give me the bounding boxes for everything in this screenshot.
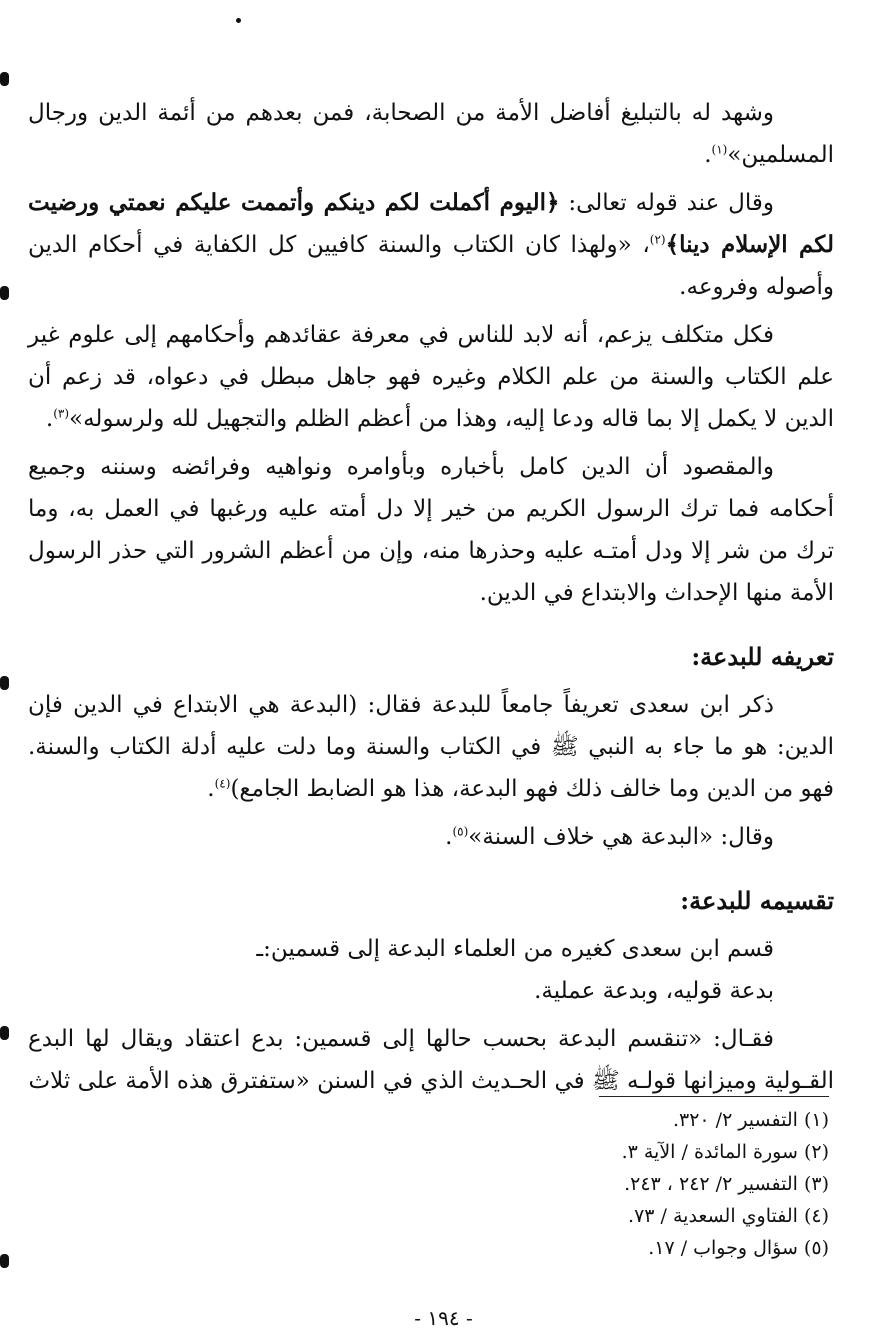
- page-body: [28, 92, 834, 1108]
- paragraph-text: ذكر ابن سعدى تعريفاً جامعاً للبدعة فقال: (البدعة هي الابتداع في الدين فإن الدين: هو ما جاء به النبي ﷺ في الكتاب والسنة وما دلت عليه أدلة الكتاب والسنة. فهو من الدين وما خالف ذلك فهو البدعة، هذا هو الضابط الجامع): [28, 692, 834, 802]
- paragraph-end: .: [207, 776, 215, 802]
- paragraph-text: بدعة قوليه، وبدعة عملية.: [534, 978, 774, 1004]
- paragraph-1: [28, 92, 834, 176]
- quran-verse: ﴿اليوم أكملت لكم دينكم وأتممت عليكم نعمتي ورضيت لكم الإسلام دينا﴾: [28, 189, 835, 258]
- paragraph-2: [28, 182, 834, 308]
- margin-mark: [0, 1254, 9, 1268]
- paragraph-4: [28, 446, 834, 614]
- paragraph-text: والمقصود أن الدين كامل بأخباره وبأوامره ونواهيه وفرائضه وسننه وجميع أحكامه فما ترك الرسول الكريم من خير إلا دل أمته عليه ورغبها في العمل به، وما ترك من شر إلا ودل أمتـه عليه وحذرها منه، وإن من أعظم الشرور التي حذر الرسول الأمة منها الإحداث والابتداع في الدين.: [28, 454, 834, 606]
- footnote-item: (٣) التفسير ٢/ ٢٤٢ ، ٢٤٣.: [624, 1173, 829, 1195]
- paragraph-end: .: [45, 406, 54, 432]
- paragraph-text: وقال عند قوله تعالى:: [559, 190, 774, 216]
- footnote-ref: (١): [711, 142, 728, 157]
- margin-mark: [0, 286, 9, 300]
- paragraph-7: [28, 928, 834, 970]
- paragraph-end: .: [704, 142, 712, 168]
- paragraph-3: [28, 314, 834, 440]
- paragraph-text: ، «ولهذا كان الكتاب والسنة كافيين كل الكفاية في أحكام الدين وأصوله وفروعه.: [28, 232, 834, 300]
- section-heading-division: تقسيمه للبدعة:: [680, 886, 834, 915]
- footnote-ref: (٢): [649, 232, 666, 247]
- margin-mark: [0, 676, 9, 690]
- footnotes-list: [329, 1104, 829, 1264]
- paragraph-9: [28, 1018, 834, 1102]
- speck-mark: [236, 18, 241, 23]
- paragraph-text: فكل متكلف يزعم، أنه لابد للناس في معرفة عقائدهم وأحكامهم إلى علوم غير علم الكتاب والسنة من علم الكلام وغيره فهو جاهل مبطل في دعواه، قد زعم أن الدين لا يكمل إلا بما قاله ودعا إليه، وهذا من أعظم الظلم والتجهيل لله ولرسوله»: [28, 322, 834, 432]
- paragraph-text: وشهد له بالتبليغ أفاضل الأمة من الصحابة، فمن بعدهم من أئمة الدين ورجال المسلمين»: [28, 100, 834, 168]
- paragraph-5: [28, 684, 834, 810]
- footnote-item: (٥) سؤال وجواب / ١٧.: [648, 1237, 829, 1259]
- footnote-divider: [599, 1096, 829, 1097]
- page-number: - ١٩٤ -: [414, 1306, 473, 1330]
- footnote-ref: (٤): [214, 776, 231, 791]
- footnote-item: (٤) الفتاوي السعدية / ٧٣.: [628, 1205, 829, 1227]
- footnote-ref: (٣): [53, 406, 70, 421]
- margin-mark: [0, 1026, 9, 1040]
- footnote-ref: (٥): [452, 824, 469, 839]
- section-heading-definition: تعريفه للبدعة:: [691, 642, 834, 671]
- paragraph-8: [28, 970, 834, 1012]
- paragraph-6: [28, 816, 834, 858]
- footnote-item: (٢) سورة المائدة / الآية ٣.: [621, 1141, 829, 1163]
- footnote-item: (١) التفسير ٢/ ٣٢٠.: [672, 1109, 829, 1131]
- paragraph-text: قسم ابن سعدى كغيره من العلماء البدعة إلى قسمين:ـ: [256, 936, 774, 962]
- paragraph-text: فقـال: «تنقسم البدعة بحسب حالها إلى قسمين: بدع اعتقاد ويقال لها البدع القـولية وميزانها قولـه ﷺ في الحـديث الذي في السنن «ستفترق هذه الأمة على ثلاث: [28, 1026, 834, 1094]
- paragraph-text: وقال: «البدعة هي خلاف السنة»: [468, 824, 774, 850]
- paragraph-end: .: [445, 824, 453, 850]
- margin-mark: [0, 72, 9, 86]
